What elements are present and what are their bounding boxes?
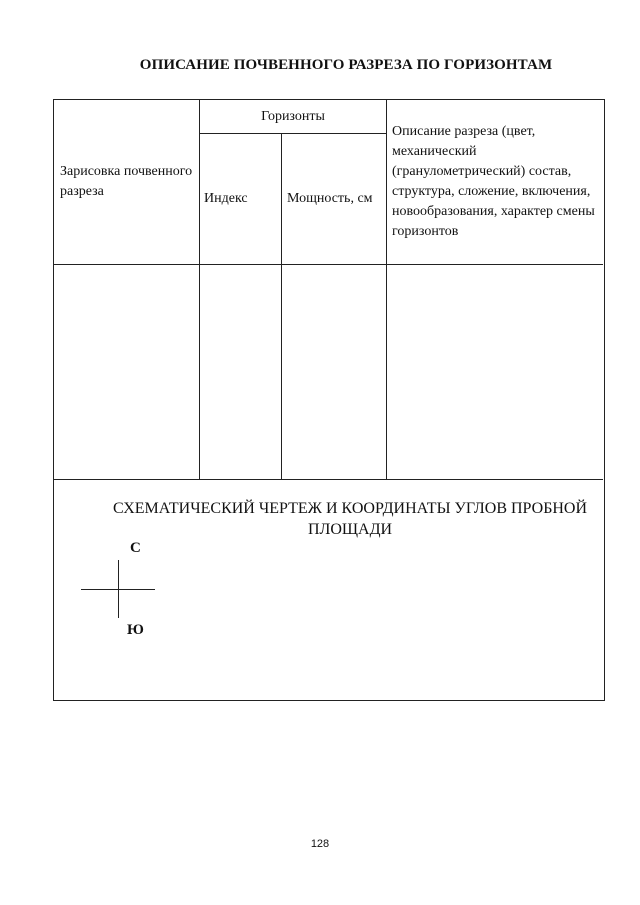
- header-bottom-line: [54, 264, 603, 265]
- north-label: С: [130, 540, 141, 556]
- horizons-column-header: Горизонты: [261, 109, 325, 124]
- page-title: ОПИСАНИЕ ПОЧВЕННОГО РАЗРЕЗА ПО ГОРИЗОНТАМ: [139, 57, 553, 73]
- soil-profile-table: [53, 99, 605, 701]
- plan-section-top-line: [54, 479, 603, 480]
- index-column-header: Индекс: [204, 191, 248, 206]
- column-divider-sketch: [199, 100, 200, 479]
- description-column-header: Описание разреза (цвет, механический (гранулометрический) состав, структура, сложение, включения, новообразования, характер смены горизонтов: [392, 124, 595, 239]
- column-divider-thickness: [386, 100, 387, 479]
- page-number: 128: [310, 838, 330, 850]
- plan-section-title: СХЕМАТИЧЕСКИЙ ЧЕРТЕЖ И КООРДИНАТЫ УГЛОВ ПРОБНОЙ ПЛОЩАДИ: [112, 500, 588, 538]
- sketch-column-header: Зарисовка почвенного разреза: [60, 164, 193, 199]
- south-label: Ю: [127, 622, 144, 638]
- thickness-column-header: Мощность, см: [287, 191, 373, 206]
- compass-horizontal-line: [81, 589, 155, 590]
- column-divider-index: [281, 133, 282, 479]
- horizons-header-divider: [200, 133, 387, 134]
- compass-cross: [78, 540, 158, 650]
